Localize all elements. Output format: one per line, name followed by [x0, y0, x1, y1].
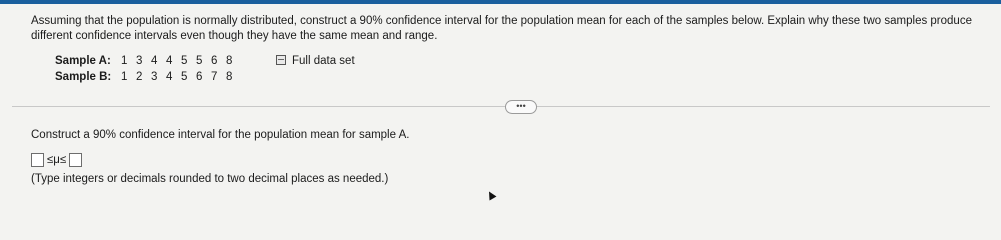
upper-bound-input[interactable]: [69, 153, 82, 167]
sample-a-prompt: Construct a 90% confidence interval for the population mean for sample A.: [31, 129, 410, 141]
sample-a-label: Sample A:: [55, 54, 111, 67]
rounding-note: (Type integers or decimals rounded to two decimal places as needed.): [31, 173, 389, 185]
sample-b-label: Sample B:: [55, 70, 112, 83]
sample-a-values: [121, 54, 241, 69]
top-accent-bar: [0, 0, 1001, 4]
sample-a-value: 6: [211, 54, 218, 67]
sample-a-value: 4: [166, 54, 173, 67]
sample-a-row: [55, 53, 241, 69]
sample-a-value: 8: [226, 54, 233, 67]
section-divider: [12, 106, 990, 107]
sample-a-value: 3: [136, 54, 143, 67]
sample-b-value: 8: [226, 70, 233, 83]
sample-b-values: [121, 70, 241, 85]
sample-b-value: 1: [121, 70, 128, 83]
full-data-set-link[interactable]: [276, 55, 355, 67]
sample-a-value: 4: [151, 54, 158, 67]
data-icon: [276, 55, 286, 65]
question-text: Assuming that the population is normally distributed, construct a 90% confidence interval for the population mean for each of the samples below. Explain why these two samples produce different confidence intervals even though they have the same mean and range.: [31, 15, 972, 42]
sample-b-value: 5: [181, 70, 188, 83]
sample-a-value: 1: [121, 54, 128, 67]
mu-inequality: ≤μ≤: [47, 154, 67, 166]
sample-b-value: 4: [166, 70, 173, 83]
expand-button[interactable]: •••: [505, 100, 537, 114]
sample-b-value: 2: [136, 70, 143, 83]
sample-b-value: 6: [196, 70, 203, 83]
samples-block: [55, 53, 241, 85]
interval-answer-row: [31, 153, 82, 167]
lower-bound-input[interactable]: [31, 153, 44, 167]
sample-a-value: 5: [181, 54, 188, 67]
mouse-cursor-icon: [486, 190, 497, 201]
sample-b-value: 7: [211, 70, 218, 83]
full-data-set-label: Full data set: [292, 55, 355, 67]
sample-b-row: [55, 69, 241, 85]
sample-b-value: 3: [151, 70, 158, 83]
sample-a-value: 5: [196, 54, 203, 67]
